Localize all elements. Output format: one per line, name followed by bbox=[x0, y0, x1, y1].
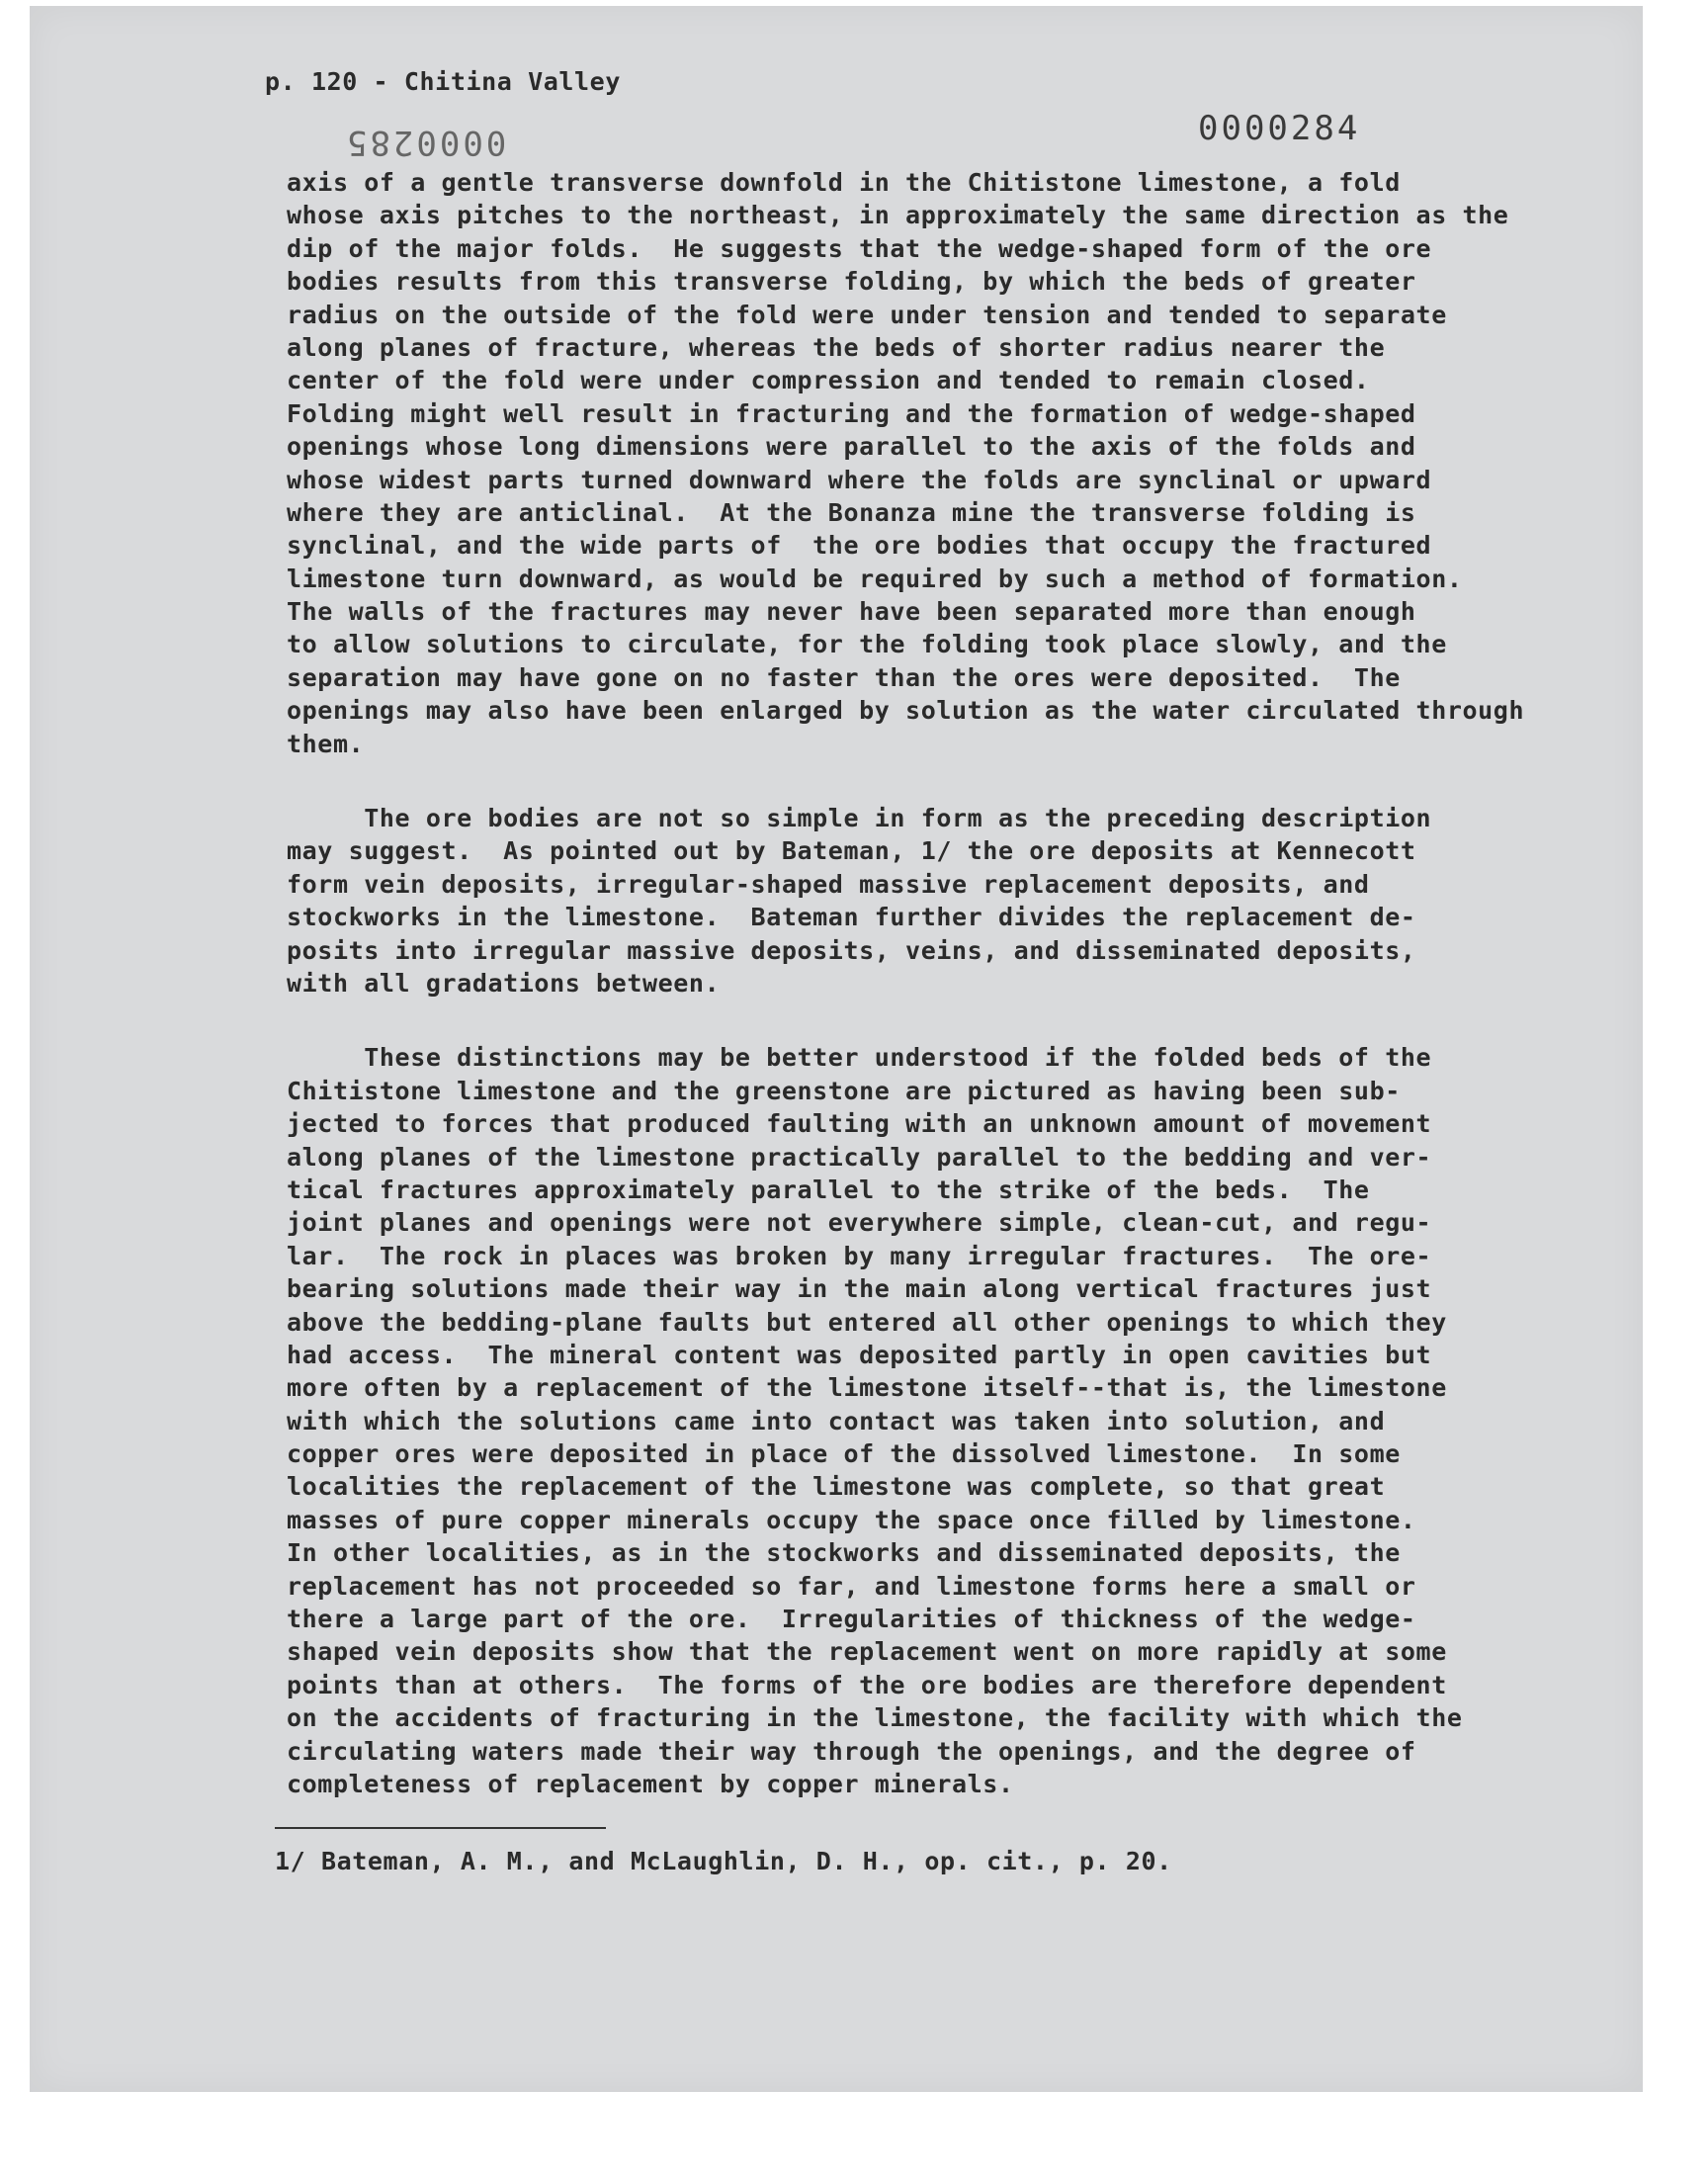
text-line: Chitistone limestone and the greenstone are pictured as having been sub- bbox=[287, 1076, 1401, 1105]
paragraph bbox=[287, 1041, 1631, 1800]
text-line: openings whose long dimensions were parallel to the axis of the folds and bbox=[287, 432, 1416, 462]
text-line: These distinctions may be better understood if the folded beds of the bbox=[287, 1043, 1432, 1073]
text-line: dip of the major folds. He suggests that the wedge-shaped form of the ore bbox=[287, 233, 1432, 263]
text-line: In other localities, as in the stockworks and disseminated deposits, the bbox=[287, 1538, 1401, 1568]
paragraph bbox=[287, 802, 1631, 1000]
text-line: with which the solutions came into contact was taken into solution, and bbox=[287, 1406, 1386, 1436]
text-line: whose widest parts turned downward where the folds are synclinal or upward bbox=[287, 465, 1432, 494]
text-line: The walls of the fractures may never have been separated more than enough bbox=[287, 597, 1416, 627]
text-line: limestone turn downward, as would be required by such a method of formation. bbox=[287, 564, 1463, 593]
text-line: center of the fold were under compression and tended to remain closed. bbox=[287, 366, 1370, 395]
text-line: them. bbox=[287, 729, 365, 758]
text-line: along planes of the limestone practically parallel to the bedding and ver- bbox=[287, 1142, 1432, 1172]
text-line: stockworks in the limestone. Bateman further divides the replacement de- bbox=[287, 903, 1416, 932]
text-line: jected to forces that produced faulting with an unknown amount of movement bbox=[287, 1109, 1432, 1139]
footnote-rule bbox=[275, 1827, 606, 1829]
text-line: posits into irregular massive deposits, veins, and disseminated deposits, bbox=[287, 935, 1416, 965]
text-line: where they are anticlinal. At the Bonanza mine the transverse folding is bbox=[287, 497, 1416, 527]
document-number-stamp-mirrored: 0000285 bbox=[344, 123, 507, 162]
text-line: completeness of replacement by copper minerals. bbox=[287, 1769, 1014, 1798]
text-line: localities the replacement of the limestone was complete, so that great bbox=[287, 1472, 1386, 1502]
text-line: The ore bodies are not so simple in form as the preceding description bbox=[287, 804, 1432, 833]
text-line: axis of a gentle transverse downfold in the Chitistone limestone, a fold bbox=[287, 168, 1401, 197]
text-line: replacement has not proceeded so far, and limestone forms here a small or bbox=[287, 1571, 1416, 1601]
text-line: bodies results from this transverse folding, by which the beds of greater bbox=[287, 267, 1416, 297]
text-line: had access. The mineral content was deposited partly in open cavities but bbox=[287, 1340, 1432, 1369]
text-line: masses of pure copper minerals occupy the space once filled by limestone. bbox=[287, 1505, 1416, 1534]
text-line: openings may also have been enlarged by solution as the water circulated through bbox=[287, 696, 1525, 726]
text-line: radius on the outside of the fold were under tension and tended to separate bbox=[287, 300, 1447, 329]
text-line: joint planes and openings were not everywhere simple, clean-cut, and regu- bbox=[287, 1208, 1432, 1238]
paragraph bbox=[287, 166, 1631, 760]
footnote: 1/ Bateman, A. M., and McLaughlin, D. H., op. cit., p. 20. bbox=[275, 1847, 1172, 1875]
document-number-stamp: 0000284 bbox=[1198, 109, 1361, 148]
text-line: more often by a replacement of the limestone itself--that is, the limestone bbox=[287, 1373, 1447, 1403]
text-line: shaped vein deposits show that the replacement went on more rapidly at some bbox=[287, 1637, 1447, 1667]
text-line: lar. The rock in places was broken by many irregular fractures. The ore- bbox=[287, 1241, 1432, 1270]
body-text bbox=[287, 166, 1631, 1842]
text-line: separation may have gone on no faster than the ores were deposited. The bbox=[287, 662, 1401, 692]
text-line: synclinal, and the wide parts of the ore bodies that occupy the fractured bbox=[287, 531, 1432, 561]
text-line: form vein deposits, irregular-shaped massive replacement deposits, and bbox=[287, 869, 1370, 899]
page-header: p. 120 - Chitina Valley bbox=[265, 67, 621, 96]
text-line: there a large part of the ore. Irregularities of thickness of the wedge- bbox=[287, 1605, 1416, 1634]
text-line: with all gradations between. bbox=[287, 968, 721, 998]
text-line: tical fractures approximately parallel to the strike of the beds. The bbox=[287, 1174, 1370, 1204]
text-line: points than at others. The forms of the ore bodies are therefore dependent bbox=[287, 1670, 1447, 1699]
text-line: bearing solutions made their way in the main along vertical fractures just bbox=[287, 1274, 1432, 1304]
text-line: to allow solutions to circulate, for the folding took place slowly, and the bbox=[287, 630, 1447, 659]
text-line: along planes of fracture, whereas the beds of shorter radius nearer the bbox=[287, 332, 1386, 362]
text-line: whose axis pitches to the northeast, in approximately the same direction as the bbox=[287, 201, 1509, 230]
text-line: Folding might well result in fracturing and the formation of wedge-shaped bbox=[287, 398, 1416, 428]
text-line: may suggest. As pointed out by Bateman, 1/ the ore deposits at Kennecott bbox=[287, 836, 1416, 866]
text-line: circulating waters made their way through the openings, and the degree of bbox=[287, 1736, 1416, 1766]
text-line: above the bedding-plane faults but entered all other openings to which they bbox=[287, 1307, 1447, 1337]
document-page bbox=[30, 6, 1643, 2092]
text-line: copper ores were deposited in place of the dissolved limestone. In some bbox=[287, 1439, 1401, 1469]
text-line: on the accidents of fracturing in the limestone, the facility with which the bbox=[287, 1703, 1463, 1733]
